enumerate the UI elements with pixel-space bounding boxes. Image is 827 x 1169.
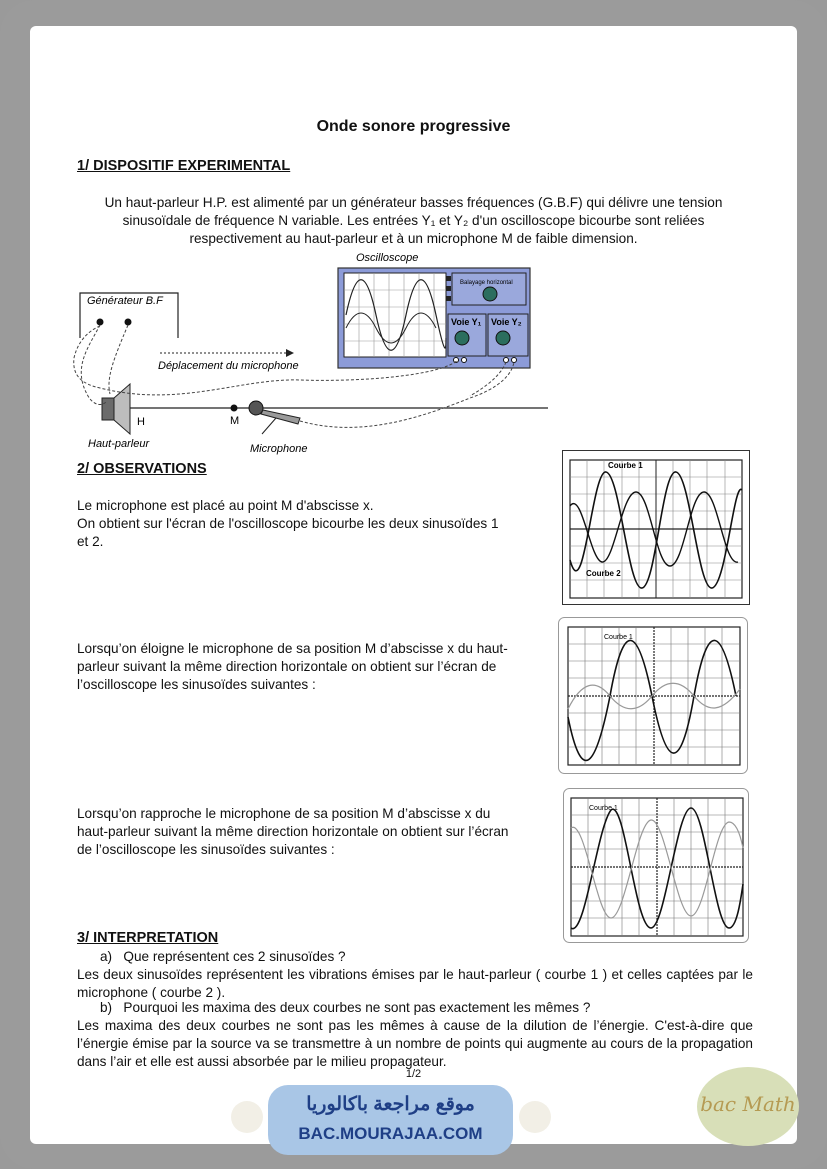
- section-1-paragraph: Un haut-parleur H.P. est alimenté par un générateur basses fréquences (G.B.F) qui délivre une tension sinusoïdale de fréquence N variable. Les entrées Y₁ et Y₂ d'un oscilloscope bicourbe sont reliées respectivement au haut-parleur et à un microphone M de faible dimension.: [104, 195, 723, 246]
- y1-knob-icon[interactable]: [455, 331, 469, 345]
- question-a: a) Que représentent ces 2 sinusoïdes ?: [100, 949, 346, 964]
- observation-paragraph-1: Le microphone est placé au point M d'abscisse x. On obtient sur l'écran de l'oscilloscope bicourbe les deux sinusoïdes 1 et 2.: [77, 498, 499, 549]
- speaker-magnet: [102, 398, 114, 420]
- page-title: Onde sonore progressive: [316, 118, 511, 135]
- section-2-heading: 2/ OBSERVATIONS: [77, 461, 207, 477]
- answer-b: Les maxima des deux courbes ne sont pas les mêmes à cause de la dilution de l’énergie. C'est-à-dire que l’énergie émise par la source va se transmettre à un nombre de points qui augmente au cours de la propagation dans l’air et elle est aussi absorbée par le milieu propagateur.: [77, 1018, 753, 1069]
- site-badge-right-icon: [519, 1101, 551, 1133]
- point-m-marker: [231, 405, 238, 412]
- voie-y2-label: Voie Y₂: [491, 317, 522, 327]
- microphone-head-icon: [249, 401, 263, 415]
- site-url[interactable]: BAC.MOURAJAA.COM: [298, 1124, 483, 1143]
- microphone-y2-cable: [300, 362, 514, 427]
- scope-screen-2: [558, 617, 748, 774]
- page-number: 1/2: [405, 1068, 422, 1080]
- bac-math-logo-text: bac Math: [700, 1092, 796, 1116]
- m-label: M: [230, 415, 240, 427]
- section-3-heading: 3/ INTERPRETATION: [77, 930, 219, 946]
- generator-label: Générateur B.F: [87, 295, 163, 307]
- bac-math-logo: [697, 1067, 799, 1146]
- displacement-label: Déplacement du microphone: [158, 360, 299, 372]
- microphone-stand: [262, 418, 276, 434]
- site-badge-left-icon: [231, 1101, 263, 1133]
- scope1-curve2-label: Courbe 2: [586, 569, 621, 578]
- scope-screen-1: [562, 450, 750, 605]
- question-b: b) Pourquoi les maxima des deux courbes ne sont pas exactement les mêmes ?: [100, 1000, 591, 1015]
- speaker-cone-icon: [114, 384, 130, 434]
- generator-terminal-1: [97, 319, 104, 326]
- answer-a: Les deux sinusoïdes représentent les vibrations émises par le haut-parleur ( courbe 1 ) et celles captées par le microphone ( courbe 2 ).: [77, 967, 753, 1000]
- microphone-handle: [261, 410, 300, 424]
- observation-paragraph-2: Lorsqu’on éloigne le microphone de sa position M d’abscisse x du haut- parleur suivant la même direction horizontale on obtient sur l’écran de l’oscilloscope les sinusoïdes suivantes :: [77, 641, 508, 692]
- scope2-curve1-label: Courbe 1: [604, 634, 633, 641]
- sweep-label: Balayage horizontal: [460, 280, 513, 286]
- oscilloscope-label: Oscilloscope: [356, 252, 419, 264]
- voie-y1-label: Voie Y₁: [451, 317, 482, 327]
- section-1-heading: 1/ DISPOSITIF EXPERIMENTAL: [77, 158, 291, 174]
- site-arabic-name: موقع مراجعة باكالوريا: [306, 1094, 475, 1115]
- experimental-setup-diagram: [60, 248, 560, 463]
- scope1-curve1-label: Courbe 1: [608, 461, 643, 470]
- haut-parleur-label: Haut-parleur: [88, 438, 150, 450]
- scope3-curve1-label: Courbe 1: [589, 805, 618, 812]
- h-label: H: [137, 416, 145, 428]
- microphone-label: Microphone: [250, 443, 308, 455]
- site-logo-banner[interactable]: [268, 1085, 513, 1155]
- observation-paragraph-3: Lorsqu’on rapproche le microphone de sa position M d’abscisse x du haut-parleur suivant la même direction horizontale on obtient sur l’écran de l’oscilloscope les sinusoïdes suivantes :: [77, 806, 509, 857]
- sweep-knob-icon[interactable]: [483, 287, 497, 301]
- generator-terminal-2: [125, 319, 132, 326]
- scope-screen-3: [563, 788, 749, 943]
- y2-knob-icon[interactable]: [496, 331, 510, 345]
- generator-speaker-cable: [81, 325, 106, 404]
